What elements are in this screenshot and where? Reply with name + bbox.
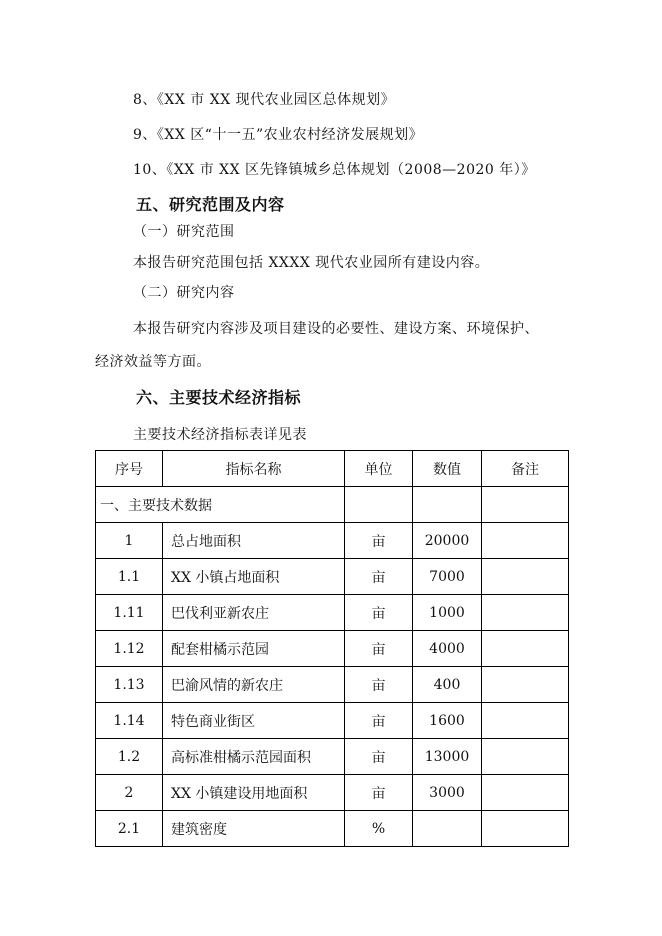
indicator-name-cell: XX 小镇占地面积 [163, 559, 345, 595]
indicator-name-cell: 总占地面积 [163, 523, 345, 559]
unit-cell: 亩 [345, 523, 413, 559]
header-cell: 备注 [482, 451, 569, 487]
header-cell: 单位 [345, 451, 413, 487]
note-cell [482, 775, 569, 811]
indicator-name-cell: 巴伐利亚新农庄 [163, 595, 345, 631]
table-row [96, 703, 569, 739]
table-group-row [96, 487, 569, 523]
header-cell: 数值 [413, 451, 482, 487]
note-cell [482, 703, 569, 739]
table-row [96, 523, 569, 559]
unit-cell: % [345, 811, 413, 847]
group-label: 一、主要技术数据 [96, 487, 345, 523]
note-cell [482, 667, 569, 703]
unit-cell: 亩 [345, 559, 413, 595]
unit-cell: 亩 [345, 775, 413, 811]
table-intro: 主要技术经济指标表详见表 [133, 427, 307, 443]
header-cell: 序号 [96, 451, 163, 487]
note-cell [482, 739, 569, 775]
row-number-cell: 1.12 [96, 631, 163, 667]
reference-item: 10、《XX 市 XX 区先锋镇城乡总体规划（2008—2020 年）》 [133, 162, 536, 178]
note-cell [482, 559, 569, 595]
paragraph: 本报告研究范围包括 XXXX 现代农业园所有建设内容。 [133, 255, 490, 271]
row-number-cell: 1.14 [96, 703, 163, 739]
table-row [96, 775, 569, 811]
table-cell [482, 487, 569, 523]
table-row [96, 739, 569, 775]
table-cell [413, 487, 482, 523]
table-row [96, 811, 569, 847]
subheading: （一）研究范围 [133, 224, 235, 240]
row-number-cell: 2.1 [96, 811, 163, 847]
row-number-cell: 1.2 [96, 739, 163, 775]
value-cell: 1000 [413, 595, 482, 631]
unit-cell: 亩 [345, 631, 413, 667]
reference-item: 9、《XX 区“十一五”农业农村经济发展规划》 [133, 127, 424, 143]
indicator-table [95, 450, 569, 847]
section-heading: 六、主要技术经济指标 [136, 388, 302, 407]
value-cell: 4000 [413, 631, 482, 667]
header-cell: 指标名称 [163, 451, 345, 487]
section-heading: 五、研究范围及内容 [136, 195, 285, 214]
paragraph: 经济效益等方面。 [95, 354, 211, 370]
unit-cell: 亩 [345, 667, 413, 703]
indicator-name-cell: XX 小镇建设用地面积 [163, 775, 345, 811]
subheading: （二）研究内容 [133, 285, 235, 301]
reference-item: 8、《XX 市 XX 现代农业园区总体规划》 [133, 92, 396, 108]
note-cell [482, 523, 569, 559]
note-cell [482, 631, 569, 667]
table-row [96, 631, 569, 667]
value-cell: 13000 [413, 739, 482, 775]
paragraph: 本报告研究内容涉及项目建设的必要性、建设方案、环境保护、 [133, 321, 539, 337]
table-row [96, 559, 569, 595]
value-cell: 7000 [413, 559, 482, 595]
indicator-name-cell: 建筑密度 [163, 811, 345, 847]
indicator-name-cell: 高标准柑橘示范园面积 [163, 739, 345, 775]
value-cell: 20000 [413, 523, 482, 559]
unit-cell: 亩 [345, 703, 413, 739]
indicator-name-cell: 巴渝风情的新农庄 [163, 667, 345, 703]
indicator-name-cell: 特色商业街区 [163, 703, 345, 739]
row-number-cell: 1.13 [96, 667, 163, 703]
unit-cell: 亩 [345, 595, 413, 631]
table-row [96, 667, 569, 703]
value-cell [413, 811, 482, 847]
table-cell [345, 487, 413, 523]
indicator-name-cell: 配套柑橘示范园 [163, 631, 345, 667]
table-row [96, 595, 569, 631]
row-number-cell: 1.11 [96, 595, 163, 631]
unit-cell: 亩 [345, 739, 413, 775]
note-cell [482, 811, 569, 847]
row-number-cell: 1 [96, 523, 163, 559]
table-header-row [96, 451, 569, 487]
row-number-cell: 2 [96, 775, 163, 811]
value-cell: 1600 [413, 703, 482, 739]
value-cell: 3000 [413, 775, 482, 811]
note-cell [482, 595, 569, 631]
row-number-cell: 1.1 [96, 559, 163, 595]
value-cell: 400 [413, 667, 482, 703]
